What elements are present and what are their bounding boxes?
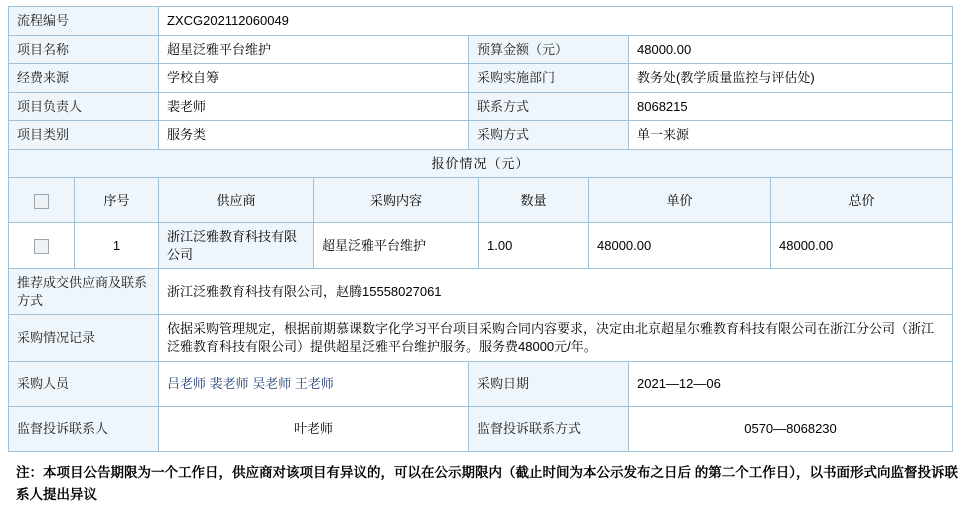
table-row xyxy=(9,64,953,93)
purchase-date-label: 采购日期 xyxy=(469,361,629,406)
supervise-phone-value: 0570—8068230 xyxy=(629,406,953,451)
quote-section-title: 报价情况（元） xyxy=(9,149,953,178)
table-row xyxy=(9,223,953,269)
process-no-value: ZXCG202112060049 xyxy=(159,7,953,36)
row-checkbox[interactable] xyxy=(34,239,49,254)
owner-label: 项目负责人 xyxy=(9,92,159,121)
table-row xyxy=(9,7,953,36)
row-supplier: 浙江泛雅教育科技有限公司 xyxy=(159,223,314,269)
recommend-supplier-label: 推荐成交供应商及联系方式 xyxy=(9,269,159,315)
project-name-label: 项目名称 xyxy=(9,35,159,64)
purchase-method-value: 单一来源 xyxy=(629,121,953,150)
row-content: 超星泛雅平台维护 xyxy=(314,223,479,269)
funding-source-label: 经费来源 xyxy=(9,64,159,93)
owner-value: 裴老师 xyxy=(159,92,469,121)
table-row xyxy=(9,121,953,150)
purchase-record-label: 采购情况记录 xyxy=(9,315,159,361)
row-select-cell xyxy=(9,223,75,269)
table-row xyxy=(9,35,953,64)
contact-value: 8068215 xyxy=(629,92,953,121)
staff-label: 采购人员 xyxy=(9,361,159,406)
table-row xyxy=(9,406,953,451)
detail-table xyxy=(8,268,953,451)
table-row xyxy=(9,315,953,361)
purchase-method-label: 采购方式 xyxy=(469,121,629,150)
department-value: 教务处(教学质量监控与评估处) xyxy=(629,64,953,93)
table-row xyxy=(9,92,953,121)
row-unit-price: 48000.00 xyxy=(589,223,771,269)
department-label: 采购实施部门 xyxy=(469,64,629,93)
table-row xyxy=(9,269,953,315)
category-value: 服务类 xyxy=(159,121,469,150)
purchase-record-value: 依据采购管理规定，根据前期慕课数字化学习平台项目采购合同内容要求，决定由北京超星尔雅教育科技有限公司在浙江分公司（浙江泛雅教育科技有限公司）提供超星泛雅平台维护服务。服务费48000元/年。 xyxy=(159,315,953,361)
purchase-info-table xyxy=(8,6,953,178)
quote-table xyxy=(8,177,953,269)
row-qty: 1.00 xyxy=(479,223,589,269)
recommend-supplier-value: 浙江泛雅教育科技有限公司，赵腾15558027061 xyxy=(159,269,953,315)
announcement-note: 注：本项目公告期限为一个工作日，供应商对该项目有异议的，可以在公示期限内（截止时间为本公示发布之日后 的第二个工作日），以书面形式向监督投诉联系人提出异议 xyxy=(16,464,958,502)
column-header-qty: 数量 xyxy=(479,178,589,223)
column-header-total-price: 总价 xyxy=(771,178,953,223)
process-no-label: 流程编号 xyxy=(9,7,159,36)
supervise-contact-label: 监督投诉联系人 xyxy=(9,406,159,451)
select-all-cell xyxy=(9,178,75,223)
quote-table-header-row xyxy=(9,178,953,223)
supervise-phone-label: 监督投诉联系方式 xyxy=(469,406,629,451)
column-header-supplier: 供应商 xyxy=(159,178,314,223)
category-label: 项目类别 xyxy=(9,121,159,150)
funding-source-value: 学校自筹 xyxy=(159,64,469,93)
row-total-price: 48000.00 xyxy=(771,223,953,269)
supervise-contact-value: 叶老师 xyxy=(159,406,469,451)
select-all-checkbox[interactable] xyxy=(34,194,49,209)
purchase-date-value: 2021—12—06 xyxy=(629,361,953,406)
staff-value: 吕老师 裴老师 吴老师 王老师 xyxy=(159,361,469,406)
column-header-index: 序号 xyxy=(75,178,159,223)
contact-label: 联系方式 xyxy=(469,92,629,121)
column-header-unit-price: 单价 xyxy=(589,178,771,223)
row-index: 1 xyxy=(75,223,159,269)
budget-label: 预算金额（元） xyxy=(469,35,629,64)
column-header-content: 采购内容 xyxy=(314,178,479,223)
budget-value: 48000.00 xyxy=(629,35,953,64)
table-row xyxy=(9,361,953,406)
project-name-value: 超星泛雅平台维护 xyxy=(159,35,469,64)
table-row xyxy=(9,149,953,178)
